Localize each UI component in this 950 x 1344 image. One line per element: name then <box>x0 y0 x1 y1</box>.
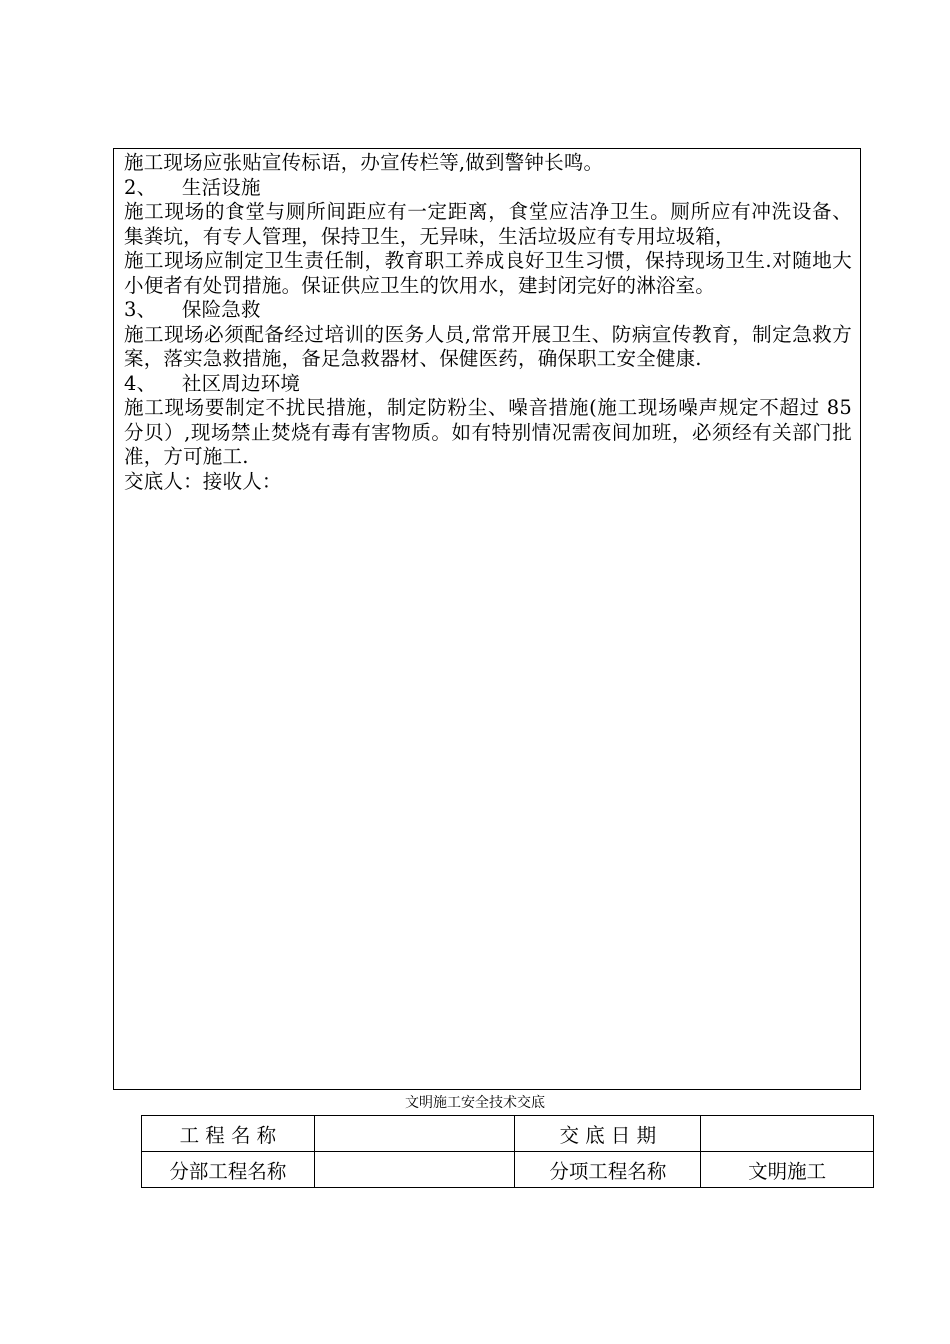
paragraph-community: 施工现场要制定不扰民措施，制定防粉尘、噪音措施(施工现场噪声规定不超过 85 分贝）,现场禁止焚烧有毒有害物质。如有特别情况需夜间加班，必须经有关部门批准，方可施工. <box>124 396 852 468</box>
paragraph-first-aid: 施工现场必须配备经过培训的医务人员,常常开展卫生、防病宣传教育，制定急救方案，落实急救措施，备足急救器材、保健医药，确保职工安全健康. <box>124 322 852 370</box>
item-value: 文明施工 <box>701 1152 874 1188</box>
signature-line: 交底人：接收人： <box>124 469 282 493</box>
paragraph-slogan: 施工现场应张贴宣传标语，办宣传栏等,做到警钟长鸣。 <box>124 151 604 174</box>
division-value <box>314 1152 515 1188</box>
date-value <box>701 1116 874 1152</box>
paragraph-canteen: 施工现场的食堂与厕所间距应有一定距离，食堂应洁净卫生。厕所应有冲洗设备、集粪坑，有专人管理，保持卫生，无异味，生活垃圾应有专用垃圾箱， <box>124 200 852 248</box>
project-name-value <box>314 1116 515 1152</box>
date-label: 交 底 日 期 <box>515 1116 701 1152</box>
document-caption: 文明施工安全技术交底 <box>405 1095 545 1111</box>
heading-living-facilities: 2、 生活设施 <box>124 175 261 199</box>
table-row <box>142 1152 874 1188</box>
heading-community: 4、 社区周边环境 <box>124 371 301 395</box>
division-label: 分部工程名称 <box>142 1152 315 1188</box>
item-label: 分项工程名称 <box>515 1152 701 1188</box>
info-table <box>141 1115 874 1188</box>
paragraph-hygiene: 施工现场应制定卫生责任制，教育职工养成良好卫生习惯，保持现场卫生.对随地大小便者有处罚措施。保证供应卫生的饮用水，建封闭完好的淋浴室。 <box>124 249 852 297</box>
heading-first-aid: 3、 保险急救 <box>124 298 261 321</box>
project-name-label: 工 程 名 称 <box>142 1116 315 1152</box>
table-row <box>142 1116 874 1152</box>
content-box <box>113 148 861 1090</box>
